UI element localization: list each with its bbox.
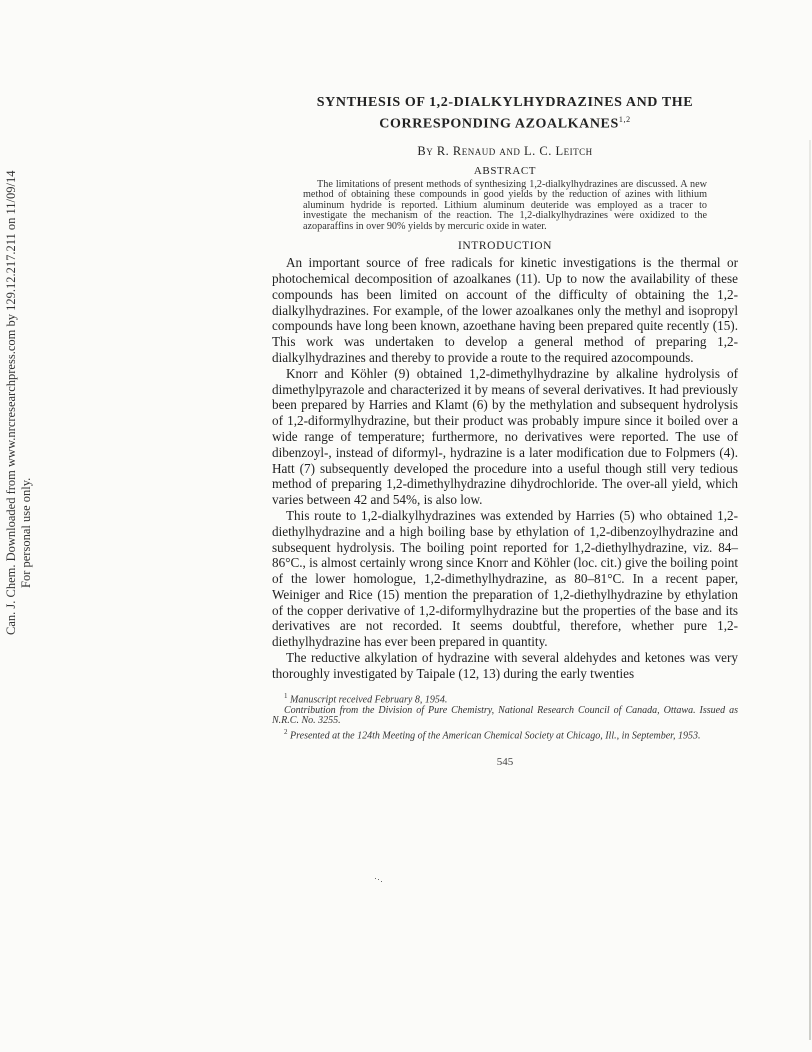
footnote [272, 706, 738, 727]
footnote-mark: 1 [284, 691, 288, 700]
article-page [272, 94, 738, 768]
download-watermark [0, 170, 40, 635]
footnote [272, 691, 738, 706]
and-word: and [499, 143, 521, 158]
watermark-line-2: For personal use only. [19, 477, 33, 588]
abstract-heading: ABSTRACT [473, 164, 537, 177]
author-line [272, 144, 738, 159]
page-edge-shadow [809, 140, 811, 1040]
author1-initials: R. [436, 143, 450, 158]
paragraph: An important source of free radicals for kinetic investigations is the thermal or photochemical decomposition of azoalkanes (11). Up to now the availability of these compounds has been limited on account of the difficulty of obtaining the 1,2-dialkylhydrazines. For example, of the lower azoalkanes only the methyl and isopropyl compounds have long been known, azoethane having been prepared quite recently (15). This work was undertaken to develop a general method of preparing 1,2-dialkylhydrazines and thereby to provide a route to the required azocompounds. [272, 255, 738, 365]
title-footnote-marks: 1,2 [618, 115, 631, 124]
footnote [272, 727, 738, 742]
title-line-2: CORRESPONDING AZOALKANES [379, 116, 619, 132]
paragraph: This route to 1,2-dialkylhydrazines was extended by Harries (5) who obtained 1,2-diethylhydrazine and a high boiling base by ethylation of 1,2-dibenzoylhydrazine and subsequent hydrolysis. The boiling point reported for 1,2-diethylhydrazine, viz. 84–86°C., is almost certainly wrong since Knorr and Köhler (loc. cit.) give the boiling point of the lower homologue, 1,2-dimethylhydrazine, as 80–81°C. In a recent paper, Weiniger and Rice (15) mention the preparation of 1,2-diethylhydrazine by ethylation of the copper derivative of 1,2-diformylhydrazine but the properties of the base and its derivatives are not recorded. It seems doubtful, therefore, whether pure 1,2-diethylhydrazine has ever been prepared in quantity. [272, 507, 739, 650]
footnotes [272, 691, 738, 742]
footnote-text: Contribution from the Division of Pure Chemistry, National Research Council of Canada, Ottawa. Issued as N.R.C. No. 3255. [272, 704, 738, 727]
footnote-text: Presented at the 124th Meeting of the American Chemical Society at Chicago, Ill., in September, 1953. [290, 730, 701, 742]
paragraph: The reductive alkylation of hydrazine with several aldehydes and ketones was very thoroughly investigated by Taipale (12, 13) during the early twenties [272, 650, 738, 681]
by-word: By [417, 143, 434, 158]
introduction-body [272, 255, 738, 682]
abstract-text: The limitations of present methods of synthesizing 1,2-dialkylhydrazines are discussed. A new method of obtaining these compounds in good yields by the reduction of azines with lithium aluminum hydride is reported. Lithium aluminum deuteride was employed as a tracer to investigate the mechanism of the reaction. The 1,2-dialkylhydrazines were oxidized to the azoparaffins in over 90% yields by mercuric oxide in water. [303, 178, 707, 232]
title-line-1: SYNTHESIS OF 1,2-DIALKYLHYDRAZINES AND THE [316, 95, 694, 110]
paragraph: Knorr and Köhler (9) obtained 1,2-dimethylhydrazine by alkaline hydrolysis of dimethylpyrazole and characterized it by means of several derivatives. It had previously been prepared by Harries and Klamt (6) by the methylation and subsequent hydrolysis of 1,2-diformylhydrazine, but their product was probably impure since it boiled over a wide range of temperature; furthermore, no derivatives were reported. The use of dibenzoyl-, instead of diformyl-, hydrazine is a later modification due to Folpmers (4). Hatt (7) subsequently developed the procedure into a useful though still very tedious method of preparing 1,2-dimethylhydrazine dihydrochloride. The over-all yield, which varies between 42 and 54%, is also low. [272, 365, 738, 508]
introduction-heading: INTRODUCTION [457, 240, 553, 253]
watermark-line-1: Can. J. Chem. Downloaded from www.nrcresearchpress.com by 129.12.217.211 on 11/09/14 [4, 170, 18, 635]
footnote-text: Manuscript received February 8, 1954. [290, 694, 448, 705]
author2-surname: Leitch [555, 143, 593, 158]
footnote-mark: 2 [284, 727, 288, 736]
page-number: 545 [496, 755, 514, 768]
scan-speck [375, 878, 383, 882]
article-title [272, 94, 738, 133]
author1-surname: Renaud [452, 143, 496, 158]
author2-initials: L. C. [524, 143, 552, 158]
